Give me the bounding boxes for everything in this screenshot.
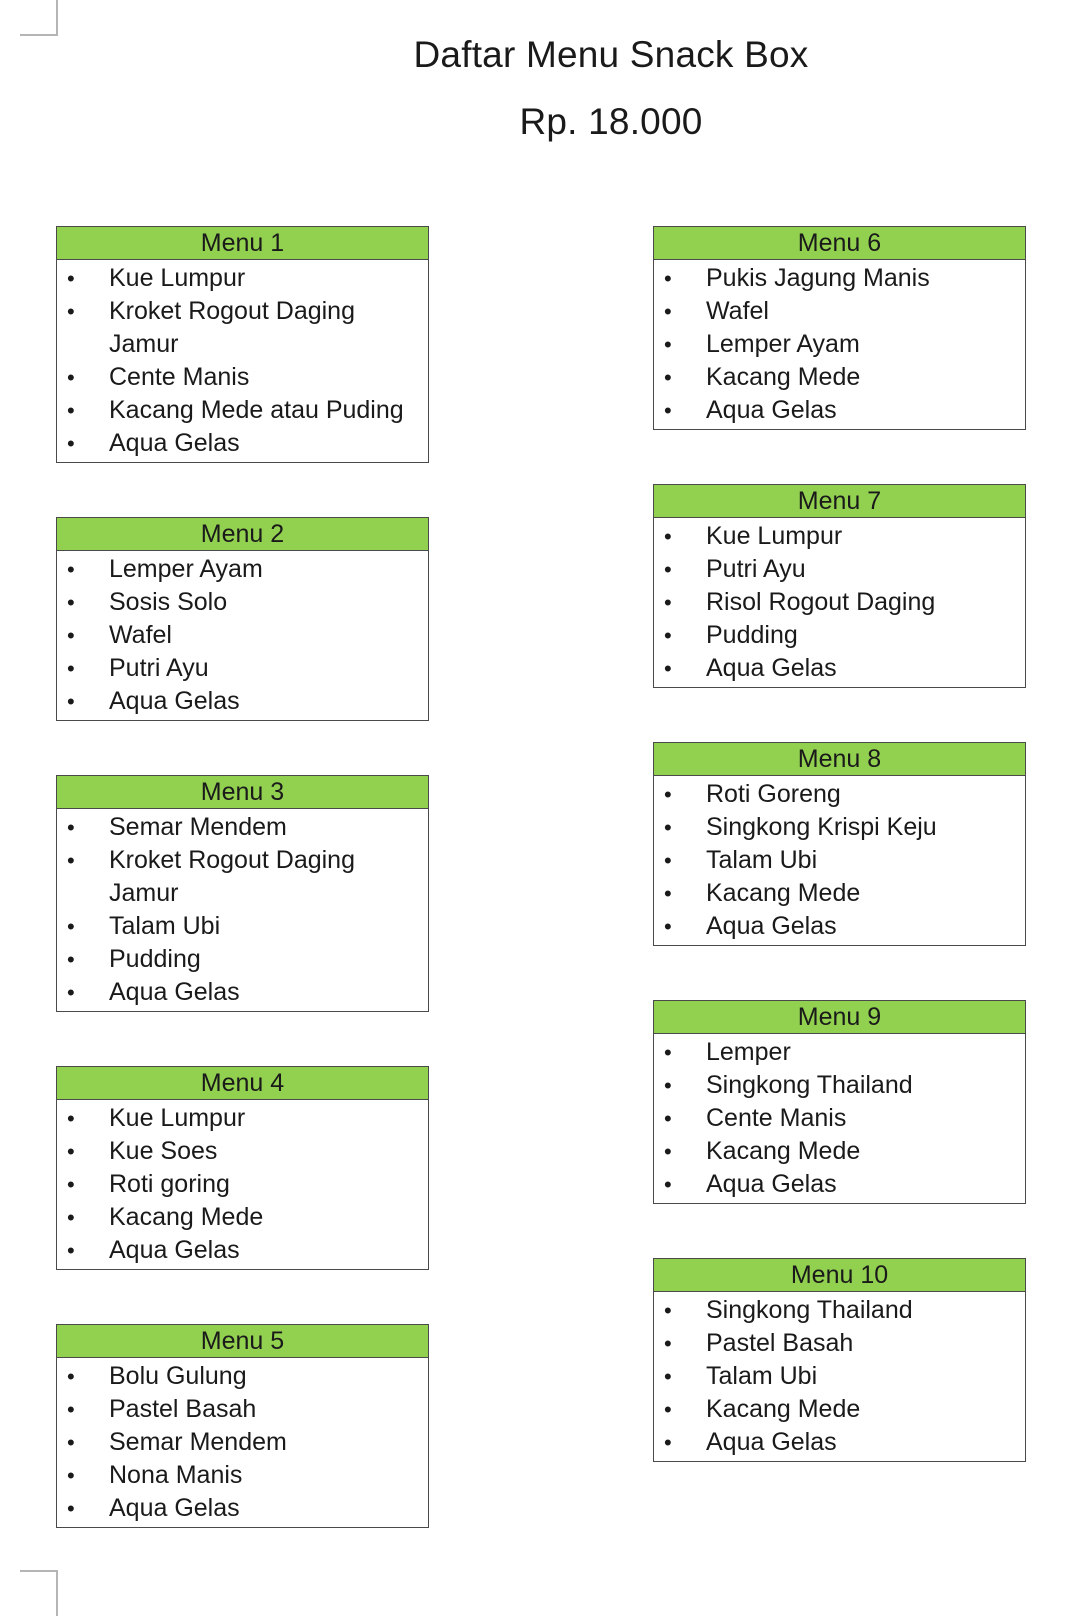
- menu-table: [653, 742, 1026, 946]
- menu-item: [654, 1426, 1025, 1459]
- menu-item-list: [654, 518, 1025, 687]
- menu-item-list: [654, 1292, 1025, 1461]
- menu-item-label: Cente Manis: [109, 363, 250, 391]
- menu-item-label: Kue Lumpur: [109, 1104, 246, 1132]
- menu-item: [57, 943, 428, 976]
- menu-title: Menu 8: [654, 743, 1025, 776]
- menu-table: [653, 1258, 1026, 1462]
- menu-item: [57, 685, 428, 718]
- menu-item: [654, 520, 1025, 553]
- bullet-icon: •: [67, 914, 75, 939]
- bullet-icon: •: [67, 398, 75, 423]
- menu-item: [57, 1102, 428, 1135]
- menu-table: [653, 1000, 1026, 1204]
- menu-item: [57, 427, 428, 460]
- menu-item-label: Kue Soes: [109, 1137, 218, 1165]
- menu-column-left: [56, 226, 429, 1582]
- menu-item: [654, 1102, 1025, 1135]
- menu-item: [57, 1234, 428, 1267]
- menu-item: [57, 910, 428, 943]
- bullet-icon: •: [67, 656, 75, 681]
- menu-item: [654, 394, 1025, 427]
- menu-item: [654, 1168, 1025, 1201]
- menu-item-label: Risol Rogout Daging: [706, 588, 936, 616]
- bullet-icon: •: [67, 1463, 75, 1488]
- bullet-icon: •: [67, 1205, 75, 1230]
- menu-item-list: [57, 1100, 428, 1269]
- bullet-icon: •: [67, 299, 75, 324]
- menu-item-label: Putri Ayu: [706, 555, 806, 583]
- bullet-icon: •: [664, 848, 672, 873]
- menu-item: [57, 1360, 428, 1393]
- bullet-icon: •: [664, 914, 672, 939]
- menu-title: Menu 6: [654, 227, 1025, 260]
- menu-item-label: Pukis Jagung Manis: [706, 264, 930, 292]
- menu-item-list: [57, 1358, 428, 1527]
- menu-item: [654, 877, 1025, 910]
- menu-item-label: Wafel: [109, 621, 172, 649]
- menu-item: [654, 295, 1025, 328]
- menu-item-label: Cente Manis: [706, 1104, 847, 1132]
- menu-item: [57, 844, 428, 910]
- menu-item-label: Sosis Solo: [109, 588, 228, 616]
- bullet-icon: •: [67, 1397, 75, 1422]
- menu-item-label: Semar Mendem: [109, 813, 287, 841]
- menu-item-label: Pastel Basah: [706, 1329, 854, 1357]
- menu-item-label: Roti Goreng: [706, 780, 841, 808]
- menu-item: [654, 619, 1025, 652]
- menu-item-label: Lemper: [706, 1038, 791, 1066]
- document-price: Rp. 18.000: [519, 101, 703, 142]
- bullet-icon: •: [664, 1172, 672, 1197]
- menu-item: [57, 394, 428, 427]
- bullet-icon: •: [664, 656, 672, 681]
- bullet-icon: •: [67, 1139, 75, 1164]
- menu-title: Menu 4: [57, 1067, 428, 1100]
- menu-item: [57, 361, 428, 394]
- bullet-icon: •: [67, 365, 75, 390]
- menu-item: [654, 1360, 1025, 1393]
- menu-title: Menu 9: [654, 1001, 1025, 1034]
- bullet-icon: •: [664, 1430, 672, 1455]
- bullet-icon: •: [664, 623, 672, 648]
- bullet-icon: •: [67, 1496, 75, 1521]
- menu-item: [57, 586, 428, 619]
- menu-item: [654, 1327, 1025, 1360]
- menu-item-label: Pudding: [109, 945, 201, 973]
- bullet-icon: •: [67, 1238, 75, 1263]
- menu-item-label: Pastel Basah: [109, 1395, 257, 1423]
- menu-item-label: Putri Ayu: [109, 654, 209, 682]
- menu-item-label: Talam Ubi: [706, 846, 818, 874]
- bullet-icon: •: [67, 266, 75, 291]
- menu-item-label: Pudding: [706, 621, 798, 649]
- menu-item: [654, 553, 1025, 586]
- menu-title: Menu 10: [654, 1259, 1025, 1292]
- menu-item: [57, 976, 428, 1009]
- menu-item-label: Lemper Ayam: [109, 555, 263, 583]
- menu-item-list: [57, 260, 428, 462]
- bullet-icon: •: [67, 848, 75, 873]
- menu-item-label: Kacang Mede: [706, 1137, 861, 1165]
- menu-title: Menu 1: [57, 227, 428, 260]
- menu-table: [653, 226, 1026, 430]
- menu-item: [654, 361, 1025, 394]
- menu-item-label: Aqua Gelas: [109, 978, 240, 1006]
- bullet-icon: •: [664, 1040, 672, 1065]
- bullet-icon: •: [67, 1364, 75, 1389]
- menu-item-list: [57, 809, 428, 1011]
- menu-item: [654, 1036, 1025, 1069]
- menu-item: [57, 295, 428, 361]
- bullet-icon: •: [664, 398, 672, 423]
- menu-item-label: Singkong Thailand: [706, 1296, 913, 1324]
- menu-item: [57, 652, 428, 685]
- bullet-icon: •: [664, 1331, 672, 1356]
- menu-item-label: Talam Ubi: [706, 1362, 818, 1390]
- bullet-icon: •: [67, 947, 75, 972]
- menu-item: [654, 1135, 1025, 1168]
- menu-item-label: Aqua Gelas: [109, 1494, 240, 1522]
- menu-item: [654, 586, 1025, 619]
- menu-item-label: Aqua Gelas: [706, 396, 837, 424]
- menu-table: [56, 775, 429, 1012]
- menu-item-label: Kacang Mede: [706, 879, 861, 907]
- menu-item-label: Lemper Ayam: [706, 330, 860, 358]
- menu-item-label: Aqua Gelas: [109, 1236, 240, 1264]
- bullet-icon: •: [67, 623, 75, 648]
- menu-item: [654, 652, 1025, 685]
- menu-item-label: Singkong Thailand: [706, 1071, 913, 1099]
- menu-item-label: Aqua Gelas: [706, 1170, 837, 1198]
- menu-column-right: [653, 226, 1026, 1516]
- menu-item-label: Kroket Rogout Daging Jamur: [109, 297, 355, 358]
- bullet-icon: •: [67, 1106, 75, 1131]
- bullet-icon: •: [664, 1364, 672, 1389]
- menu-item-label: Aqua Gelas: [706, 654, 837, 682]
- menu-item: [654, 262, 1025, 295]
- menu-item: [57, 1201, 428, 1234]
- menu-table: [653, 484, 1026, 688]
- menu-item-label: Semar Mendem: [109, 1428, 287, 1456]
- bullet-icon: •: [67, 815, 75, 840]
- menu-item: [654, 328, 1025, 361]
- bullet-icon: •: [67, 1430, 75, 1455]
- page-corner-mark-top: [20, 0, 58, 36]
- bullet-icon: •: [664, 1073, 672, 1098]
- bullet-icon: •: [664, 524, 672, 549]
- page-corner-mark-bottom: [20, 1570, 58, 1616]
- menu-item-label: Wafel: [706, 297, 769, 325]
- bullet-icon: •: [664, 365, 672, 390]
- menu-item: [57, 1135, 428, 1168]
- menu-item: [57, 1168, 428, 1201]
- bullet-icon: •: [67, 980, 75, 1005]
- menu-item: [57, 1426, 428, 1459]
- bullet-icon: •: [664, 557, 672, 582]
- menu-item-label: Kue Lumpur: [706, 522, 843, 550]
- menu-item: [654, 1393, 1025, 1426]
- bullet-icon: •: [67, 1172, 75, 1197]
- menu-item-list: [654, 260, 1025, 429]
- bullet-icon: •: [664, 1298, 672, 1323]
- menu-item-label: Singkong Krispi Keju: [706, 813, 937, 841]
- bullet-icon: •: [664, 1139, 672, 1164]
- document-title: Daftar Menu Snack Box: [413, 34, 809, 75]
- menu-item: [57, 553, 428, 586]
- menu-item: [654, 811, 1025, 844]
- bullet-icon: •: [664, 1397, 672, 1422]
- menu-item-label: Kue Lumpur: [109, 264, 246, 292]
- menu-item-label: Kacang Mede atau Puding: [109, 396, 404, 424]
- menu-title: Menu 7: [654, 485, 1025, 518]
- menu-item: [654, 910, 1025, 943]
- menu-item-list: [654, 776, 1025, 945]
- bullet-icon: •: [664, 590, 672, 615]
- menu-item: [654, 1069, 1025, 1102]
- menu-title: Menu 3: [57, 776, 428, 809]
- menu-table: [56, 226, 429, 463]
- bullet-icon: •: [664, 782, 672, 807]
- menu-table: [56, 1066, 429, 1270]
- bullet-icon: •: [67, 557, 75, 582]
- bullet-icon: •: [664, 1106, 672, 1131]
- menu-item-label: Kacang Mede: [109, 1203, 264, 1231]
- menu-title: Menu 2: [57, 518, 428, 551]
- menu-item: [57, 262, 428, 295]
- bullet-icon: •: [67, 689, 75, 714]
- menu-item-list: [654, 1034, 1025, 1203]
- menu-item: [654, 844, 1025, 877]
- bullet-icon: •: [664, 299, 672, 324]
- menu-item-label: Kroket Rogout Daging Jamur: [109, 846, 355, 907]
- bullet-icon: •: [664, 266, 672, 291]
- menu-table: [56, 1324, 429, 1528]
- menu-item: [57, 619, 428, 652]
- menu-item-label: Aqua Gelas: [706, 912, 837, 940]
- menu-item: [57, 811, 428, 844]
- menu-item-label: Aqua Gelas: [109, 687, 240, 715]
- bullet-icon: •: [664, 815, 672, 840]
- menu-item-label: Aqua Gelas: [109, 429, 240, 457]
- bullet-icon: •: [67, 590, 75, 615]
- menu-item-label: Kacang Mede: [706, 363, 861, 391]
- menu-title: Menu 5: [57, 1325, 428, 1358]
- menu-item-label: Roti goring: [109, 1170, 230, 1198]
- menu-item: [57, 1393, 428, 1426]
- menu-item-label: Kacang Mede: [706, 1395, 861, 1423]
- bullet-icon: •: [664, 881, 672, 906]
- menu-table: [56, 517, 429, 721]
- menu-item: [57, 1492, 428, 1525]
- menu-item-label: Talam Ubi: [109, 912, 221, 940]
- menu-item: [654, 778, 1025, 811]
- menu-item: [654, 1294, 1025, 1327]
- menu-item-label: Aqua Gelas: [706, 1428, 837, 1456]
- menu-item-label: Nona Manis: [109, 1461, 243, 1489]
- menu-item-label: Bolu Gulung: [109, 1362, 247, 1390]
- menu-item-list: [57, 551, 428, 720]
- bullet-icon: •: [67, 431, 75, 456]
- bullet-icon: •: [664, 332, 672, 357]
- menu-item: [57, 1459, 428, 1492]
